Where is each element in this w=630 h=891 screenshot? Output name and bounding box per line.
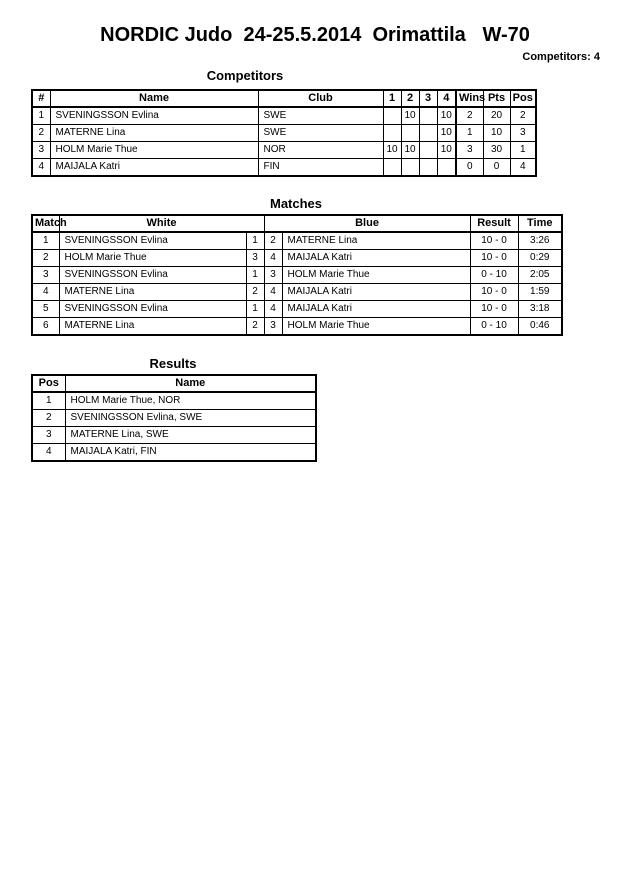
cell-time: 0:46 xyxy=(518,318,562,336)
results-table xyxy=(31,374,317,462)
table-row xyxy=(32,301,562,318)
cell-match: 5 xyxy=(32,301,59,318)
col-pos: Pos xyxy=(32,375,65,392)
col-wins: Wins xyxy=(456,90,483,107)
cell-blue-name: MAIJALA Katri xyxy=(282,301,470,318)
cell-time: 1:59 xyxy=(518,284,562,301)
cell-blue-name: MAIJALA Katri xyxy=(282,284,470,301)
cell-name: HOLM Marie Thue, NOR xyxy=(65,392,316,410)
cell-white-name: SVENINGSSON Evlina xyxy=(59,232,246,250)
table-row xyxy=(32,107,536,125)
table-row xyxy=(32,284,562,301)
cell-white-number: 3 xyxy=(246,250,264,267)
col-blue: Blue xyxy=(264,215,470,232)
results-heading: Results xyxy=(149,356,197,371)
cell-blue-name: HOLM Marie Thue xyxy=(282,267,470,284)
cell-club: SWE xyxy=(258,107,383,125)
cell-pos: 3 xyxy=(510,125,536,142)
cell-white-name: MATERNE Lina xyxy=(59,318,246,336)
col-vs-4: 4 xyxy=(437,90,456,107)
cell-pts: 0 xyxy=(483,159,510,177)
cell-vs-2 xyxy=(401,159,419,177)
cell-club: SWE xyxy=(258,125,383,142)
cell-vs-4: 10 xyxy=(437,142,456,159)
cell-white-number: 1 xyxy=(246,301,264,318)
cell-match: 3 xyxy=(32,267,59,284)
cell-blue-number: 4 xyxy=(264,284,282,301)
table-row xyxy=(32,392,316,410)
cell-name: SVENINGSSON Evlina, SWE xyxy=(65,410,316,427)
cell-time: 3:26 xyxy=(518,232,562,250)
cell-white-number: 1 xyxy=(246,232,264,250)
cell-result: 10 - 0 xyxy=(470,250,518,267)
cell-pts: 10 xyxy=(483,125,510,142)
cell-club: FIN xyxy=(258,159,383,177)
table-row xyxy=(32,142,536,159)
table-row xyxy=(32,125,536,142)
cell-wins: 2 xyxy=(456,107,483,125)
col-pts: Pts xyxy=(483,90,510,107)
cell-match: 6 xyxy=(32,318,59,336)
table-row xyxy=(32,159,536,177)
cell-vs-2: 10 xyxy=(401,142,419,159)
cell-blue-number: 3 xyxy=(264,318,282,336)
cell-wins: 1 xyxy=(456,125,483,142)
cell-match: 1 xyxy=(32,232,59,250)
cell-vs-4: 10 xyxy=(437,125,456,142)
cell-blue-name: HOLM Marie Thue xyxy=(282,318,470,336)
cell-name: SVENINGSSON Evlina xyxy=(50,107,258,125)
cell-blue-number: 4 xyxy=(264,301,282,318)
cell-white-number: 1 xyxy=(246,267,264,284)
col-time: Time xyxy=(518,215,562,232)
cell-wins: 0 xyxy=(456,159,483,177)
cell-vs-1 xyxy=(383,159,401,177)
matches-table xyxy=(31,214,563,336)
competitors-heading: Competitors xyxy=(206,68,284,83)
cell-white-number: 2 xyxy=(246,284,264,301)
cell-result: 0 - 10 xyxy=(470,267,518,284)
cell-pos: 4 xyxy=(32,444,65,462)
cell-name: MATERNE Lina xyxy=(50,125,258,142)
cell-number: 1 xyxy=(32,107,50,125)
cell-name: MATERNE Lina, SWE xyxy=(65,427,316,444)
cell-white-name: MATERNE Lina xyxy=(59,284,246,301)
cell-pos: 2 xyxy=(32,410,65,427)
col-match: Match xyxy=(32,215,59,232)
col-name: Name xyxy=(50,90,258,107)
cell-blue-number: 2 xyxy=(264,232,282,250)
cell-vs-3 xyxy=(419,142,437,159)
cell-name: MAIJALA Katri xyxy=(50,159,258,177)
cell-time: 2:05 xyxy=(518,267,562,284)
table-row xyxy=(32,410,316,427)
cell-vs-1 xyxy=(383,107,401,125)
cell-white-number: 2 xyxy=(246,318,264,336)
table-row xyxy=(32,232,562,250)
cell-pts: 30 xyxy=(483,142,510,159)
table-row xyxy=(32,318,562,336)
table-row xyxy=(32,444,316,462)
cell-match: 2 xyxy=(32,250,59,267)
cell-time: 3:18 xyxy=(518,301,562,318)
cell-wins: 3 xyxy=(456,142,483,159)
cell-white-name: SVENINGSSON Evlina xyxy=(59,267,246,284)
cell-blue-name: MATERNE Lina xyxy=(282,232,470,250)
cell-result: 10 - 0 xyxy=(470,301,518,318)
col-vs-3: 3 xyxy=(419,90,437,107)
cell-pos: 3 xyxy=(32,427,65,444)
col-number: # xyxy=(32,90,50,107)
cell-result: 10 - 0 xyxy=(470,232,518,250)
cell-blue-number: 3 xyxy=(264,267,282,284)
cell-blue-number: 4 xyxy=(264,250,282,267)
cell-club: NOR xyxy=(258,142,383,159)
cell-pos: 1 xyxy=(32,392,65,410)
col-name: Name xyxy=(65,375,316,392)
cell-pos: 2 xyxy=(510,107,536,125)
col-pos: Pos xyxy=(510,90,536,107)
table-row xyxy=(32,267,562,284)
competitors-count: Competitors: 4 xyxy=(522,51,600,63)
cell-vs-3 xyxy=(419,107,437,125)
page-title: NORDIC Judo 24-25.5.2014 Orimattila W-70 xyxy=(100,24,530,46)
cell-number: 4 xyxy=(32,159,50,177)
cell-blue-name: MAIJALA Katri xyxy=(282,250,470,267)
col-vs-2: 2 xyxy=(401,90,419,107)
cell-vs-2: 10 xyxy=(401,107,419,125)
cell-time: 0:29 xyxy=(518,250,562,267)
cell-number: 2 xyxy=(32,125,50,142)
cell-vs-4: 10 xyxy=(437,107,456,125)
cell-vs-1 xyxy=(383,125,401,142)
cell-vs-2 xyxy=(401,125,419,142)
matches-heading: Matches xyxy=(269,196,323,211)
cell-pos: 1 xyxy=(510,142,536,159)
cell-result: 0 - 10 xyxy=(470,318,518,336)
cell-white-name: SVENINGSSON Evlina xyxy=(59,301,246,318)
cell-name: HOLM Marie Thue xyxy=(50,142,258,159)
cell-name: MAIJALA Katri, FIN xyxy=(65,444,316,462)
table-row xyxy=(32,250,562,267)
cell-white-name: HOLM Marie Thue xyxy=(59,250,246,267)
cell-vs-3 xyxy=(419,159,437,177)
cell-pos: 4 xyxy=(510,159,536,177)
table-row xyxy=(32,427,316,444)
col-white: White xyxy=(59,215,264,232)
cell-match: 4 xyxy=(32,284,59,301)
col-result: Result xyxy=(470,215,518,232)
cell-result: 10 - 0 xyxy=(470,284,518,301)
cell-vs-1: 10 xyxy=(383,142,401,159)
col-vs-1: 1 xyxy=(383,90,401,107)
col-club: Club xyxy=(258,90,383,107)
competitors-table xyxy=(31,89,537,177)
cell-pts: 20 xyxy=(483,107,510,125)
cell-vs-3 xyxy=(419,125,437,142)
cell-number: 3 xyxy=(32,142,50,159)
cell-vs-4 xyxy=(437,159,456,177)
